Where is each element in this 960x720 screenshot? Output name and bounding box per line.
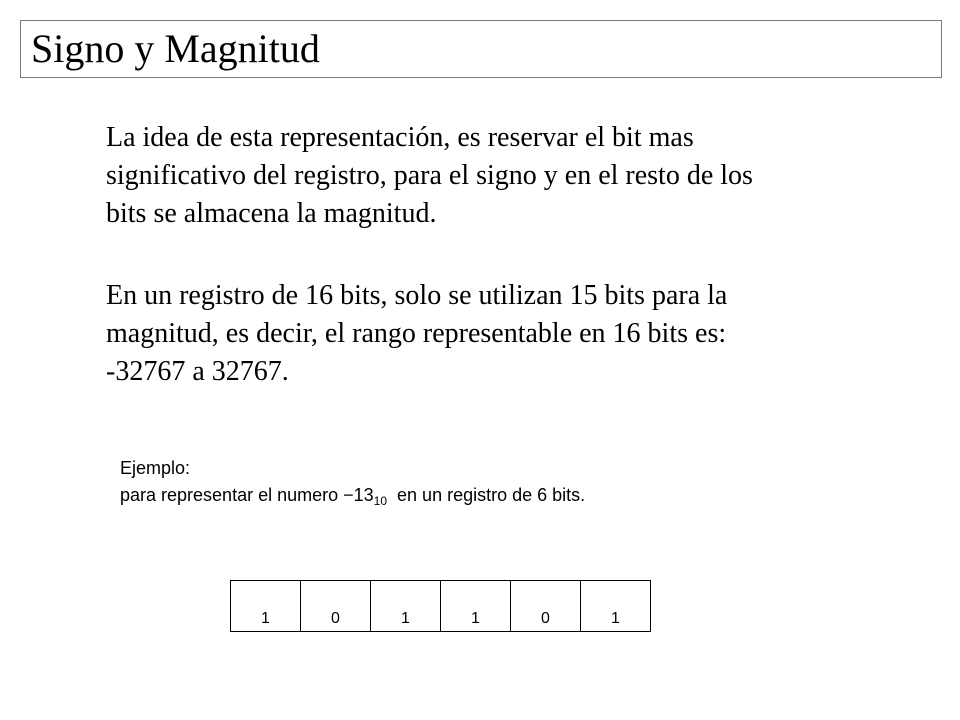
paragraph-line: magnitud, es decir, el rango representable en 16 bits es: bbox=[106, 318, 727, 349]
paragraph-line: significativo del registro, para el signo y en el resto de los bbox=[106, 160, 753, 191]
bit-cell: 1 bbox=[441, 581, 511, 631]
slide-title: Signo y Magnitud bbox=[31, 26, 320, 71]
bit-cell: 1 bbox=[371, 581, 441, 631]
paragraph-sign-bit bbox=[106, 119, 866, 233]
paragraph-line: La idea de esta representación, es reservar el bit mas bbox=[106, 122, 694, 153]
slide-title-box bbox=[20, 20, 942, 78]
paragraph-range bbox=[106, 277, 866, 391]
bit-cell: 0 bbox=[511, 581, 581, 631]
example-text-after: en un registro de 6 bits. bbox=[387, 485, 586, 505]
example-heading: Ejemplo: bbox=[120, 458, 191, 478]
paragraph-line: En un registro de 16 bits, solo se utilizan 15 bits para la bbox=[106, 280, 728, 311]
bit-register bbox=[230, 580, 651, 632]
bit-cell: 0 bbox=[301, 581, 371, 631]
example-number: −13 bbox=[343, 485, 374, 505]
bit-cell-sign: 1 bbox=[231, 581, 301, 631]
paragraph-line: -32767 a 32767. bbox=[106, 356, 289, 387]
paragraph-line: bits se almacena la magnitud. bbox=[106, 198, 437, 229]
example-block bbox=[120, 455, 585, 509]
example-text-before: para representar el numero bbox=[120, 485, 344, 505]
example-description bbox=[120, 482, 585, 509]
bit-cell: 1 bbox=[581, 581, 651, 631]
example-number-base: 10 bbox=[373, 494, 388, 508]
